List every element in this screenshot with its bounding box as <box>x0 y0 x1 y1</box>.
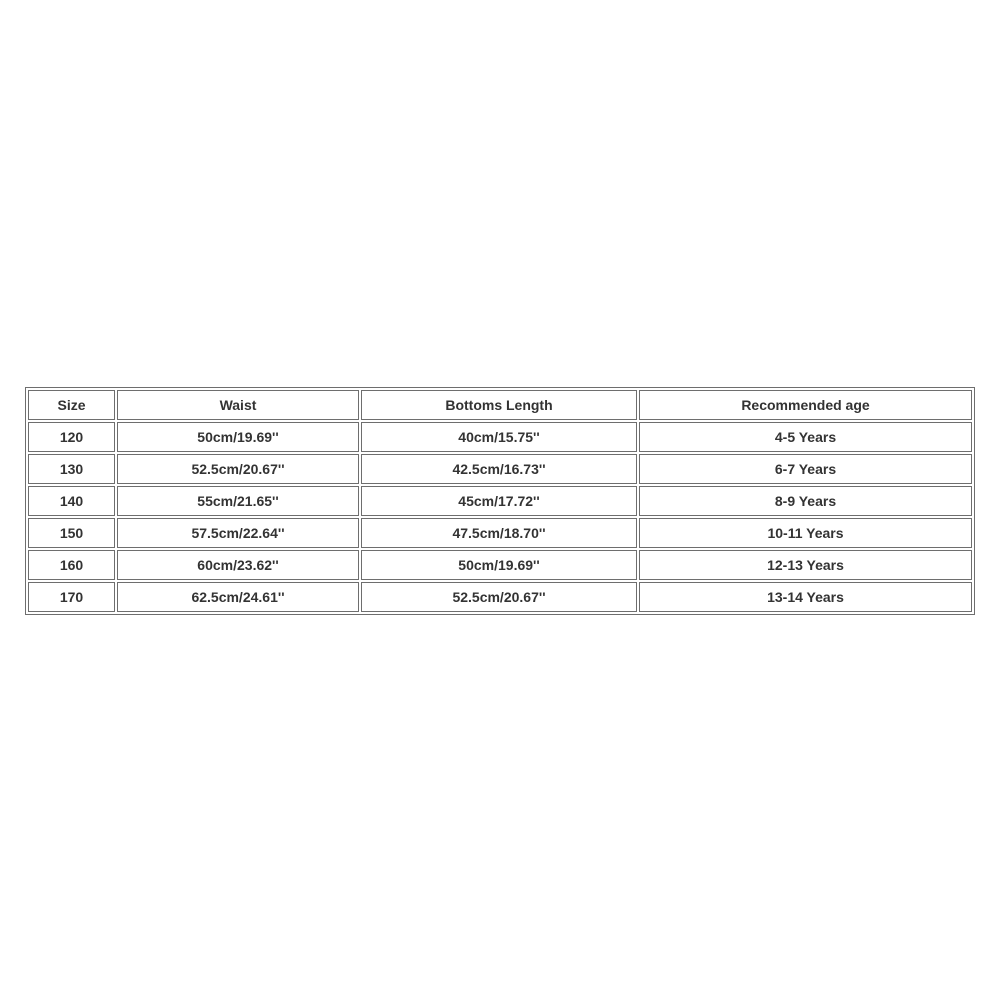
cell-bottoms-length: 40cm/15.75'' <box>361 422 637 452</box>
cell-waist: 62.5cm/24.61'' <box>117 582 359 612</box>
table-header-row <box>28 390 972 420</box>
cell-size: 160 <box>28 550 115 580</box>
cell-waist: 57.5cm/22.64'' <box>117 518 359 548</box>
cell-waist: 55cm/21.65'' <box>117 486 359 516</box>
table-row <box>28 422 972 452</box>
cell-size: 140 <box>28 486 115 516</box>
header-waist: Waist <box>117 390 359 420</box>
cell-recommended-age: 10-11 Years <box>639 518 972 548</box>
cell-bottoms-length: 50cm/19.69'' <box>361 550 637 580</box>
cell-recommended-age: 12-13 Years <box>639 550 972 580</box>
cell-bottoms-length: 52.5cm/20.67'' <box>361 582 637 612</box>
cell-size: 150 <box>28 518 115 548</box>
cell-bottoms-length: 47.5cm/18.70'' <box>361 518 637 548</box>
cell-recommended-age: 8-9 Years <box>639 486 972 516</box>
cell-size: 170 <box>28 582 115 612</box>
table-row <box>28 518 972 548</box>
table-row <box>28 582 972 612</box>
table-row <box>28 486 972 516</box>
cell-size: 130 <box>28 454 115 484</box>
cell-recommended-age: 13-14 Years <box>639 582 972 612</box>
cell-bottoms-length: 45cm/17.72'' <box>361 486 637 516</box>
header-recommended-age: Recommended age <box>639 390 972 420</box>
cell-size: 120 <box>28 422 115 452</box>
cell-recommended-age: 6-7 Years <box>639 454 972 484</box>
cell-waist: 60cm/23.62'' <box>117 550 359 580</box>
cell-bottoms-length: 42.5cm/16.73'' <box>361 454 637 484</box>
table-row <box>28 454 972 484</box>
cell-waist: 52.5cm/20.67'' <box>117 454 359 484</box>
header-bottoms-length: Bottoms Length <box>361 390 637 420</box>
header-size: Size <box>28 390 115 420</box>
cell-waist: 50cm/19.69'' <box>117 422 359 452</box>
size-chart-table <box>25 387 975 615</box>
cell-recommended-age: 4-5 Years <box>639 422 972 452</box>
table-row <box>28 550 972 580</box>
